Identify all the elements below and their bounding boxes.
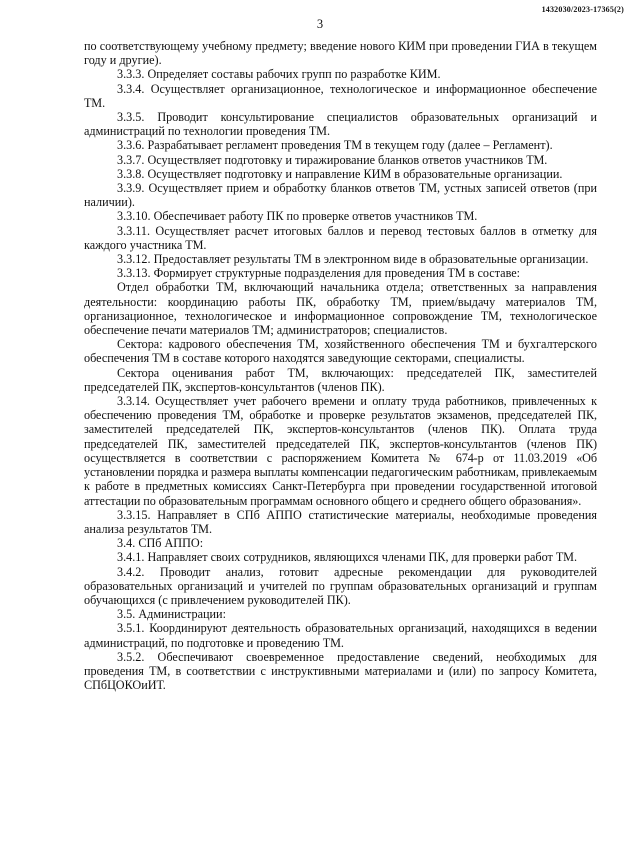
paragraph: 3.5.2. Обеспечивают своевременное предоставление сведений, необходимых для проведения ТМ, в соответствии с инструктивными материалами и (или) по запросу Комитета, СПбЦОКОиИТ.: [84, 649, 597, 693]
paragraph: 3.3.11. Осуществляет расчет итоговых баллов и перевод тестовых баллов в отметку для каждого участника ТМ.: [84, 223, 597, 252]
paragraph: 3.4. СПб АППО:: [117, 536, 204, 551]
paragraph: 3.4.1. Направляет своих сотрудников, являющихся членами ПК, для проверки работ ТМ.: [117, 550, 578, 565]
paragraph: по соответствующему учебному предмету; введение нового КИМ при проведении ГИА в текущем году и другие).: [84, 39, 597, 68]
document-registration-number: 1432030/2023-17365(2): [541, 5, 624, 14]
paragraph: 3.3.4. Осуществляет организационное, технологическое и информационное обеспечение ТМ.: [84, 81, 597, 110]
paragraph: 3.5. Администрации:: [117, 607, 226, 622]
paragraph: 3.3.12. Предоставляет результаты ТМ в электронном виде в образовательные организации.: [117, 252, 589, 267]
paragraph: Сектора: кадрового обеспечения ТМ, хозяйственного обеспечения ТМ и бухгалтерского обеспечения ТМ в составе которого находятся заведующие секторами, специалисты.: [84, 337, 597, 366]
paragraph: 3.3.7. Осуществляет подготовку и тиражирование бланков ответов участников ТМ.: [117, 152, 548, 167]
paragraph: Отдел обработки ТМ, включающий начальника отдела; ответственных за направления деятельности: координацию работы ПК, обработку ТМ, прием/выдачу материалов ТМ, организационное, технологическое и информационное сопровождение ТМ, технологическое обеспечение печати материалов ТМ; администраторов; специалистов.: [84, 280, 597, 338]
paragraph: 3.3.8. Осуществляет подготовку и направление КИМ в образовательные организации.: [117, 166, 563, 181]
paragraph: 3.4.2. Проводит анализ, готовит адресные рекомендации для руководителей образовательных организаций и учителей по группам образовательных организаций и группам обучающихся (с привлечением руководителей ПК).: [84, 564, 597, 607]
paragraph: 3.5.1. Координируют деятельность образовательных организаций, находящихся в ведении администраций, по подготовке и проведению ТМ.: [84, 621, 597, 650]
paragraph: 3.3.14. Осуществляет учет рабочего времени и оплату труда работников, привлеченных к обеспечению проведения ТМ, обработке и проверке результатов экзаменов, председателей ПК, заместителей председателей ПК, экспертов-консультантов (членов ПК). Оплата труда председателей ПК, заместителей председателей ПК, экспертов-консультантов (членов ПК) осуществляется в соответствии с распоряжением Комитета № 674-р от 11.03.2019 «Об установлении порядка и размера выплаты компенсации педагогическим работникам, привлекаемым к работе в предметных комиссиях Санкт-Петербурга при проведении государственной итоговой аттестации по образовательным программам основного общего и среднего общего образования».: [84, 394, 597, 508]
paragraph: Сектора оценивания работ ТМ, включающих: председателей ПК, заместителей председателей ПК, экспертов-консультантов (членов ПК).: [84, 365, 597, 394]
page-number: 3: [316, 17, 324, 31]
paragraph: 3.3.6. Разрабатывает регламент проведения ТМ в текущем году (далее – Регламент).: [117, 138, 553, 153]
document-body: [84, 39, 597, 692]
paragraph: 3.3.13. Формирует структурные подразделения для проведения ТМ в составе:: [117, 266, 521, 281]
paragraph: 3.3.3. Определяет составы рабочих групп по разработке КИМ.: [117, 67, 441, 82]
paragraph: 3.3.5. Проводит консультирование специалистов образовательных организаций и администраций по технологии проведения ТМ.: [84, 110, 597, 139]
paragraph: 3.3.15. Направляет в СПб АППО статистические материалы, необходимые проведения анализа результатов ТМ.: [84, 507, 597, 536]
paragraph: 3.3.10. Обеспечивает работу ПК по проверке ответов участников ТМ.: [117, 209, 478, 224]
paragraph: 3.3.9. Осуществляет прием и обработку бланков ответов ТМ, устных записей ответов (при наличии).: [84, 181, 597, 210]
